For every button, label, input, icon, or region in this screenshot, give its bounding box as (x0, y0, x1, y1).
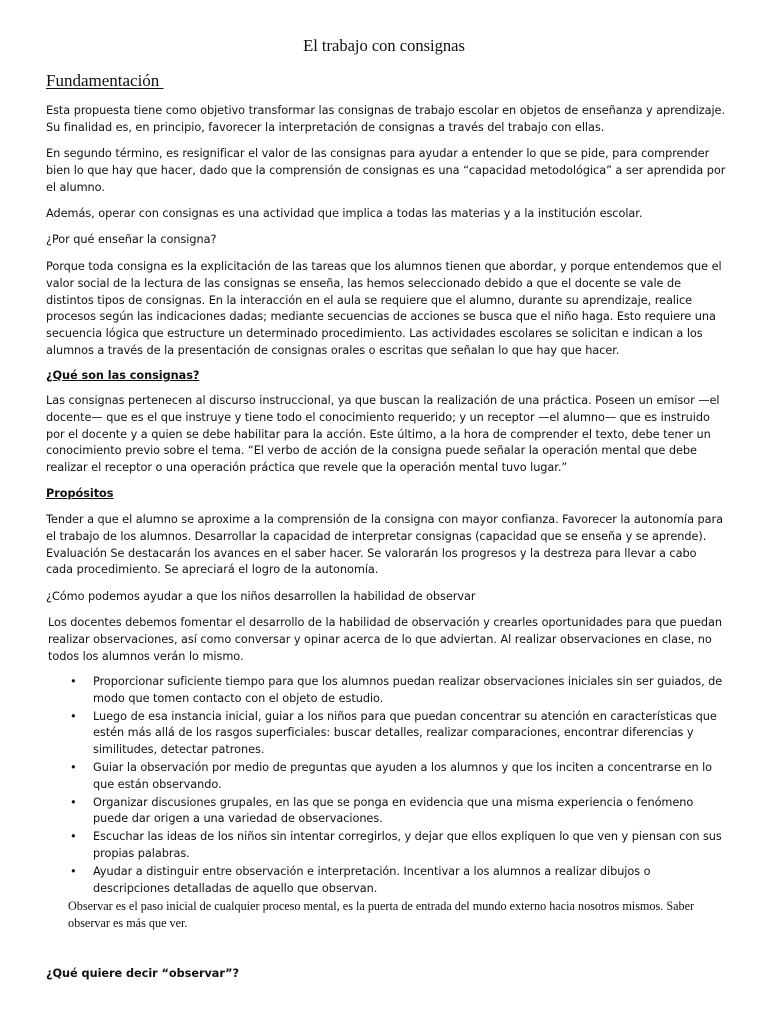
paragraph-docentes-fomentar: Los docentes debemos fomentar el desarrollo de la habilidad de observación y crearles oportunidades para que puedan realizar observaciones, así como conversar y opinar acerca de lo que adviertan. Al realizar observaciones en clase, no todos los alumnos verán lo mismo. (48, 616, 722, 663)
question-como-ayudar: ¿Cómo podemos ayudar a que los niños desarrollen la habilidad de observar (46, 590, 476, 603)
paragraph-objetivo: Esta propuesta tiene como objetivo transformar las consignas de trabajo escolar en objetos de enseñanza y aprendizaje. Su finalidad es, en principio, favorecer la interpretación de consignas a través del trabajo con ellas. (46, 104, 725, 134)
list-item-text: Ayudar a distinguir entre observación e interpretación. Incentivar a los alumnos a realizar dibujos o descripciones detalladas de aquello que observan. (93, 864, 651, 895)
bullet-icon: • (70, 830, 77, 844)
list-item-text: Proporcionar suficiente tiempo para que los alumnos puedan realizar observaciones iniciales sin ser guiados, de modo que tomen contacto con el objeto de estudio. (93, 675, 723, 705)
bullet-icon: • (70, 760, 77, 774)
paragraph-porque-toda-consigna: Porque toda consigna es la explicitación de las tareas que los alumnos tienen que abordar, y porque entendemos que el valor social de la lectura de las consignas se enseña, las hemos seleccionado debido a que el docente se vale de distintos tipos de consignas. En la interacción en el aula se requiere que el alumno, durante su aprendizaje, realice procesos según las indicaciones dadas; mediante secuencias de acciones se busca que el niño haga. Esto requiere una secuencia lógica que estructure un determinado procedimiento. Las actividades escolares se solicitan e indican a los alumnos a través de la presentación de consignas orales o escritas que señalan lo que hay que hacer. (46, 260, 722, 357)
list-item-text: Luego de esa instancia inicial, guiar a los niños para que puedan concentrar su atención en características que estén más allá de los rasgos superficiales: buscar detalles, realizar comparaciones, encontrar diferencias y similitudes, detectar patrones. (93, 709, 717, 757)
list-item (46, 829, 726, 863)
heading-propositos: Propósitos (46, 487, 114, 500)
heading-que-son-consignas: ¿Qué son las consignas? (46, 369, 200, 382)
paragraph-observar-paso-inicial: Observar es el paso inicial de cualquier proceso mental, es la puerta de entrada del mundo externo hacia nosotros mismos. Saber observar es más que ver. (68, 899, 695, 930)
bullet-icon: • (70, 795, 77, 809)
observation-strategies-list (46, 674, 726, 898)
list-item (46, 760, 726, 794)
list-item (46, 795, 726, 829)
list-item (46, 709, 726, 759)
bullet-icon: • (70, 675, 77, 688)
paragraph-ademas: Además, operar con consignas es una actividad que implica a todas las materias y a la institución escolar. (46, 207, 643, 220)
list-item (46, 674, 726, 708)
paragraph-discurso-instruccional: Las consignas pertenecen al discurso instruccional, ya que buscan la realización de una práctica. Poseen un emisor —el docente— que es el que instruye y tiene todo el conocimiento requerido; y un receptor —el alumno— que es instruido por el docente y a quien se debe habilitar para la acción. Este último, a la hora de comprender el texto, debe tener un conocimiento previo sobre el tema. “El verbo de acción de la consigna puede señalar la operación mental que debe realizar el receptor o una operación práctica que revele que la operación mental tuvo lugar.” (46, 394, 720, 475)
section-heading-fundamentacion: Fundamentación (46, 71, 164, 90)
paragraph-segundo-termino: En segundo término, es resignificar el valor de las consignas para ayudar a entender lo que se pide, para comprender bien lo que hay que hacer, dado que la comprensión de consignas es una “capacidad metodológica” a ser aprendida por el alumno. (46, 147, 726, 194)
list-item-text: Guiar la observación por medio de preguntas que ayuden a los alumnos y que los inciten a concentrarse en lo que están observando. (93, 760, 713, 791)
list-item (46, 864, 726, 898)
heading-que-quiere-decir-observar: ¿Qué quiere decir “observar”? (46, 967, 239, 980)
list-item-text: Organizar discusiones grupales, en las que se ponga en evidencia que una misma experiencia o fenómeno puede dar origen a una variedad de observaciones. (93, 795, 694, 826)
paragraph-propositos: Tender a que el alumno se aproxime a la comprensión de la consigna con mayor confianza. Favorecer la autonomía para el trabajo de los alumnos. Desarrollar la capacidad de interpretar consignas (capacidad que se enseña y se aprende). Evaluación Se destacarán los avances en el saber hacer. Se valorarán los progresos y la destreza para llevar a cabo cada procedimiento. Se apreciará el logro de la autonomía. (46, 513, 724, 577)
bullet-icon: • (70, 864, 77, 878)
list-item-text: Escuchar las ideas de los niños sin intentar corregirlos, y dejar que ellos expliquen lo que ven y piensan con sus propias palabras. (93, 830, 722, 860)
document-title: El trabajo con consignas (303, 36, 465, 55)
bullet-icon: • (70, 709, 77, 723)
question-por-que-ensenar: ¿Por qué enseñar la consigna? (46, 233, 217, 246)
